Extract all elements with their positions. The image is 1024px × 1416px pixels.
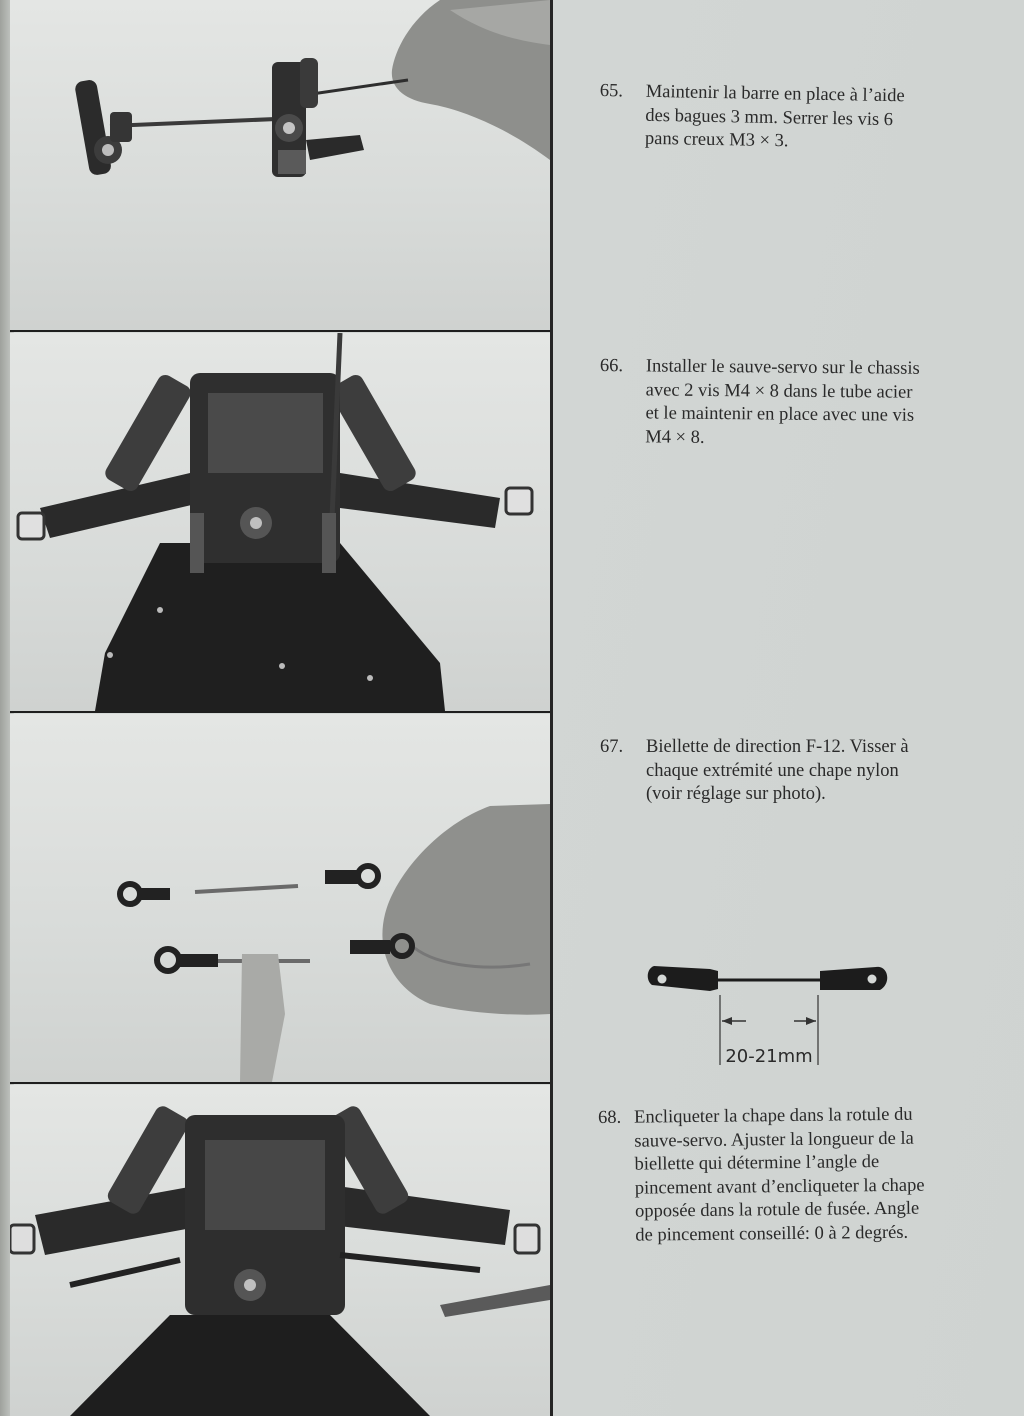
photo-step-67 bbox=[10, 714, 550, 1082]
photo-divider bbox=[10, 711, 550, 713]
step-65 bbox=[599, 80, 930, 156]
step-68 bbox=[600, 1104, 931, 1248]
step-number: 66. bbox=[599, 355, 624, 377]
photo-divider bbox=[10, 1082, 550, 1084]
step-number: 67. bbox=[600, 737, 624, 757]
photo-step-65 bbox=[10, 0, 550, 330]
photo-step-68 bbox=[10, 1085, 550, 1416]
step-text: Maintenir la barre en place à l’aide des bagues 3 mm. Serrer les vis 6 pans creux M3 × 3. bbox=[644, 81, 905, 152]
step-text: Installer le sauve-servo sur le chassis avec 2 vis M4 × 8 dans le tube acier et le maintenir en place avec une vis M4 × 8. bbox=[645, 356, 920, 448]
step-number: 68. bbox=[598, 1107, 622, 1129]
photo-column bbox=[10, 0, 550, 1416]
steering-link-diagram bbox=[640, 955, 910, 1075]
column-rule bbox=[550, 0, 553, 1416]
dimension-label: 20-21mm bbox=[725, 1046, 813, 1067]
step-number: 65. bbox=[599, 80, 624, 102]
step-text: Biellette de direction F-12. Visser à chaque extrémité une chape nylon (voir réglage sur photo). bbox=[646, 737, 909, 804]
step-67 bbox=[600, 736, 930, 807]
photo-step-66 bbox=[10, 333, 550, 711]
photo-divider bbox=[10, 330, 550, 332]
step-66 bbox=[599, 355, 930, 452]
step-text: Encliqueter la chape dans la rotule du sauve-servo. Ajuster la longueur de la biellette qui détermine l’angle de pincement avant d’encliqueter la chape opposée dans la rotule de fusée. Angle de pincement conseillé: 0 à 2 degrés. bbox=[634, 1104, 925, 1246]
